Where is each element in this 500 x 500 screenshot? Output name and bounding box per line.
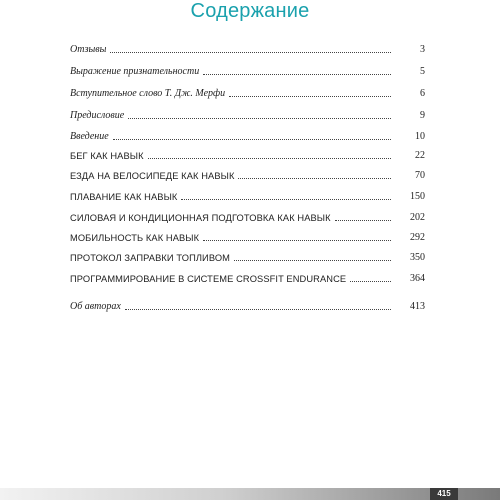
toc-entry-label: Отзывы: [70, 44, 107, 55]
dot-leader: [335, 220, 391, 221]
toc-entry-page: 70: [415, 170, 425, 181]
toc-entry-label: ПЛАВАНИЕ КАК НАВЫК: [70, 192, 178, 202]
footer-page-number: 415: [437, 489, 451, 498]
toc-entry-label: Введение: [70, 131, 109, 142]
toc-entry-page: 22: [415, 150, 425, 161]
toc-entry-foreword[interactable]: [70, 86, 425, 100]
page-title: Содержание: [190, 0, 310, 22]
dot-leader: [148, 158, 391, 159]
toc-entry-label: МОБИЛЬНОСТЬ КАК НАВЫК: [70, 233, 200, 243]
toc-entry-strength[interactable]: [70, 210, 425, 224]
dot-leader: [350, 281, 391, 282]
toc-entry-reviews[interactable]: [70, 42, 425, 56]
dot-leader: [229, 96, 391, 97]
toc-entry-label: Об авторах: [70, 301, 121, 312]
toc-entry-label: Предисловие: [70, 110, 125, 121]
toc-entry-page: 10: [415, 131, 425, 142]
toc-entry-label: ПРОГРАММИРОВАНИЕ В СИСТЕМЕ CROSSFIT ENDURANCE: [70, 274, 347, 284]
dot-leader: [203, 240, 391, 241]
toc-entry-page: 202: [410, 212, 425, 223]
toc-entry-acknowledgements[interactable]: [70, 64, 425, 78]
toc-entry-mobility[interactable]: [70, 230, 425, 244]
toc-entry-running[interactable]: [70, 148, 425, 162]
toc-entry-label: БЕГ КАК НАВЫК: [70, 151, 144, 161]
toc-entry-about-authors[interactable]: [70, 299, 425, 313]
toc-entry-label: Выражение признательности: [70, 66, 200, 77]
toc-entry-preface[interactable]: [70, 108, 425, 122]
toc-entry-cycling[interactable]: [70, 168, 425, 182]
toc-entry-page: 5: [420, 66, 425, 77]
toc-entry-label: ПРОТОКОЛ ЗАПРАВКИ ТОПЛИВОМ: [70, 253, 231, 263]
toc-entry-swimming[interactable]: [70, 189, 425, 203]
dot-leader: [238, 178, 391, 179]
dot-leader: [110, 52, 391, 53]
toc-entry-label: ЕЗДА НА ВЕЛОСИПЕДЕ КАК НАВЫК: [70, 171, 235, 181]
toc-entry-page: 413: [410, 301, 425, 312]
toc-entry-page: 9: [420, 110, 425, 121]
dot-leader: [181, 199, 391, 200]
toc-entry-page: 292: [410, 232, 425, 243]
toc-entry-page: 6: [420, 88, 425, 99]
toc-entry-programming[interactable]: [70, 271, 425, 285]
toc-entry-page: 3: [420, 44, 425, 55]
dot-leader: [113, 139, 391, 140]
dot-leader: [128, 118, 391, 119]
toc-entry-label: Вступительное слово Т. Дж. Мерфи: [70, 88, 226, 99]
dot-leader: [234, 260, 391, 261]
toc-entry-label: СИЛОВАЯ И КОНДИЦИОННАЯ ПОДГОТОВКА КАК НАВЫК: [70, 213, 331, 223]
toc-entry-fueling[interactable]: [70, 250, 425, 264]
footer-gradient-bar: [0, 488, 500, 500]
dot-leader: [203, 74, 391, 75]
toc-entry-page: 350: [410, 252, 425, 263]
toc-entry-page: 364: [410, 273, 425, 284]
dot-leader: [125, 309, 391, 310]
toc-entry-introduction[interactable]: [70, 129, 425, 143]
toc-entry-page: 150: [410, 191, 425, 202]
